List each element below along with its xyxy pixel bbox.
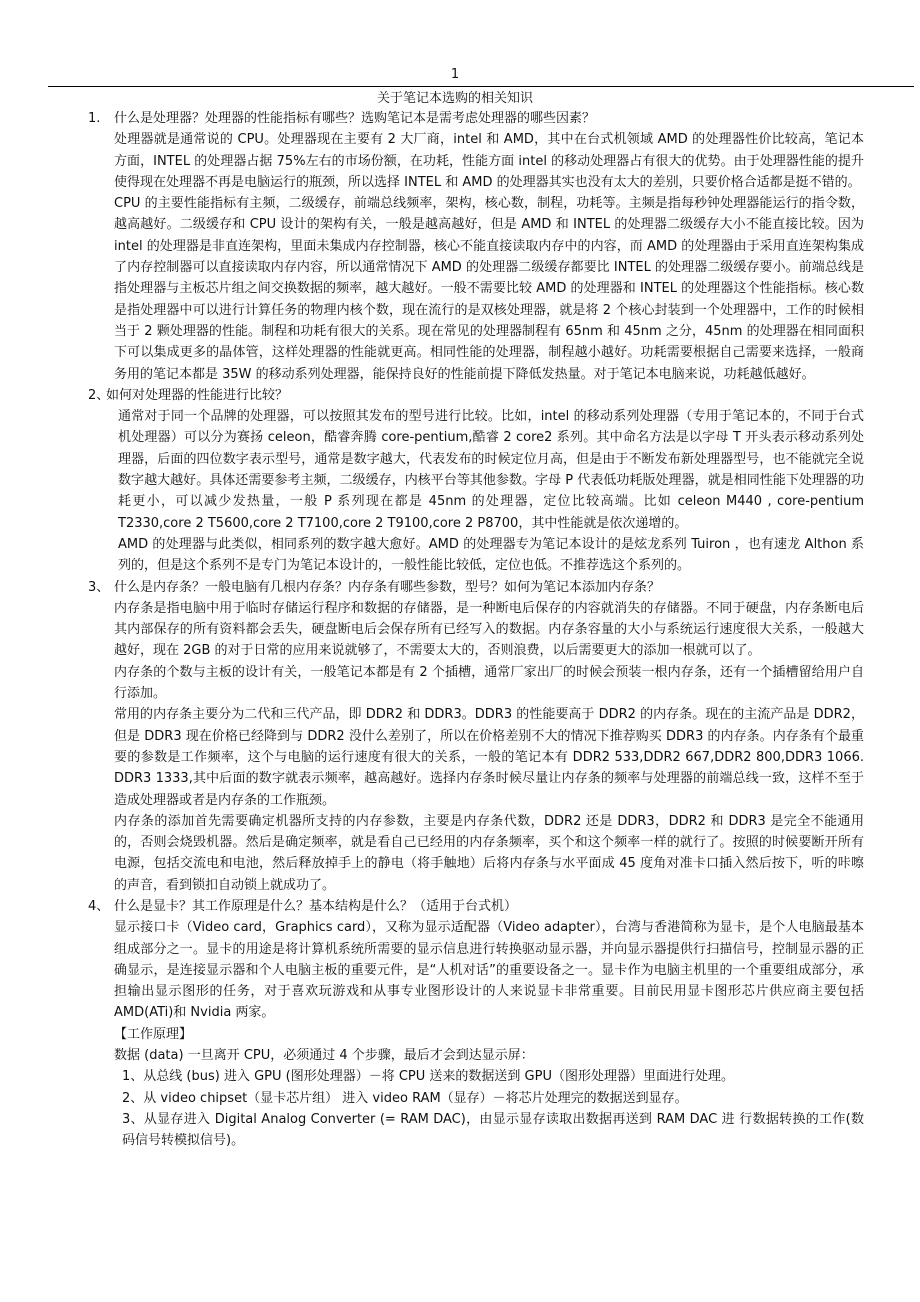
section-4-subheading: 【工作原理】 (114, 1026, 193, 1042)
section-number: 2、 (88, 387, 110, 403)
section-number: 3、 (88, 579, 110, 595)
document-title: 关于笔记本选购的相关知识 (376, 91, 533, 106)
step-item: 3、从显存进入 Digital Analog Converter (= RAM DAC)，由显示显存读取出数据再送到 RAM DAC 进 行数据转换的工作(数码信号转模拟信号)。 (122, 1111, 864, 1149)
section-1-paragraph: CPU 的主要性能指标有主频，二级缓存，前端总线频率，架构，核心数，制程，功耗等。主频是指每秒钟处理器能运行的指令数，越高越好。二级缓存和 CPU 设计的架构有关，一般是越高越好，但是 AMD 和 INTEL 的处理器二级缓存大小不能直接比较。因为 intel 的处理器是非直连架构，里面未集成内存控制器，核心不能直接读取内存中的内容，而 AMD 的处理器由于采用直连架构集成了内存控制器可以直接读取内存内容，所以通常情况下 AMD 的处理器二级缓存都要比 INTEL 的处理器二级缓存要小。前端总线是指处理器与主板芯片组之间交换数据的频率，越大越好。一般不需要比较 AMD 的处理器和 INTEL 的处理器这个性能指标。核心数是指处理器中可以进行计算任务的物理内核个数，现在流行的是双核处理器，就是将 2 个核心封装到一个处理器中，工作的时候相当于 2 颗处理器的性能。制程和功耗有很大的关系。现在常见的处理器制程有 65nm 和 45nm 之分，45nm 的处理器在相同面积下可以集成更多的晶体管，这样处理器的性能就更高。相同性能的处理器，制程越小越好。功耗需要根据自己需要来选择，一般商务用的笔记本都是 35W 的移动系列处理器，能保持良好的性能前提下降低发热量。对于笔记本电脑来说，功耗越低越好。 (114, 196, 864, 382)
section-2-paragraph: AMD 的处理器与此类似，相同系列的数字越大愈好。AMD 的处理器专为笔记本设计的是炫龙系列 Tuiron ，也有速龙 Althon 系列的，但是这个系列不是专门为笔记本设计的，一般性能比较低，定位也低。不推荐选这个系列的。 (118, 536, 864, 574)
section-number: 1. (88, 111, 101, 126)
section-1-paragraph: 处理器就是通常说的 CPU。处理器现在主要有 2 大厂商，intel 和 AMD，其中在台式机领域 AMD 的处理器性价比较高，笔记本方面，INTEL 的处理器占据 75%左右的市场份额，在功耗，性能方面 intel 的移动处理器占有很大的优势。由于处理器性能的提升使得现在处理器不再是电脑运行的瓶颈，所以选择 INTEL 和 AMD 的处理器其实也没有太大的差别，只要价格合适都是挺不错的。 (114, 132, 864, 190)
step-item: 2、从 video chipset（显卡芯片组） 进入 video RAM（显存）－将芯片处理完的数据送到显存。 (122, 1090, 688, 1106)
section-2-paragraph: 通常对于同一个品牌的处理器，可以按照其发布的型号进行比较。比如，intel 的移动系列处理器（专用于笔记本的，不同于台式机处理器）可以分为赛扬 celeon，酷睿奔腾 core-pentium,酷睿 2 core2 系列。其中命名方法是以字母 T 开头表示移动系列处理器，后面的四位数字表示型号，通常是数字越大，代表发布的时候定位月高，但是由于不断发布新处理器型号，也不能就完全说数字越大越好。具体还需要参考主频，二级缓存，内核平台等其他参数。字母 P 代表低功耗版处理器，就是相同性能下处理器的功耗更小，可以减少发热量，一般 P 系列现在都是 45nm 的处理器，定位比较高端。比如 celeon M440 , core-pentium T2330,core 2 T5600,core 2 T7100,core 2 T9100,core 2 P8700，其中性能就是依次递增的。 (118, 409, 864, 531)
section-2-heading (88, 385, 864, 406)
section-question: 什么是处理器？处理器的性能指标有哪些？选购笔记本是需考虑处理器的哪些因素？ (114, 111, 596, 126)
section-1-heading (88, 108, 864, 129)
section-4-paragraph: 数据 (data) 一旦离开 CPU，必须通过 4 个步骤，最后才会到达显示屏： (114, 1048, 534, 1064)
section-3-paragraph: 内存条的个数与主板的设计有关，一般笔记本都是有 2 个插槽，通常厂家出厂的时候会预装一根内存条，还有一个插槽留给用户自行添加。 (114, 664, 864, 702)
page-number: 1 (450, 67, 460, 82)
section-4-paragraph: 显示接口卡（Video card，Graphics card），又称为显示适配器（Video adapter），台湾与香港简称为显卡，是个人电脑最基本组成部分之一。显卡的用途是将计算机系统所需要的显示信息进行转换驱动显示器，并向显示器提供行扫描信号，控制显示器的正确显示，是连接显示器和个人电脑主板的重要元件，是“人机对话”的重要设备之一。显卡作为电脑主机里的一个重要组成部分，承担输出显示图形的任务，对于喜欢玩游戏和从事专业图形设计的人来说显卡非常重要。目前民用显卡图形芯片供应商主要包括 AMD(ATi)和 Nvidia 两家。 (114, 920, 864, 1021)
section-number: 4、 (88, 898, 110, 914)
section-3-heading (88, 577, 864, 598)
header-rule (48, 86, 914, 87)
section-question: 什么是显卡？其工作原理是什么？基本结构是什么？（适用于台式机） (114, 898, 518, 914)
section-4-heading (88, 896, 864, 917)
section-3-paragraph: 内存条的添加首先需要确定机器所支持的内存参数，主要是内存条代数，DDR2 还是 DDR3，DDR2 和 DDR3 是完全不能通用的，否则会烧毁机器。然后是确定频率，就是看自己已经用的内存条频率，买个和这个频率一样的就行了。按照的时候要断开所有电源，包括交流电和电池，然后释放掉手上的静电（将手触地）后将内存条与水平面成 45 度角对准卡口插入然后按下，听的咔嚓的声音，看到锁扣自动锁上就成功了。 (114, 813, 864, 893)
document-body (88, 108, 864, 1152)
section-question: 什么是内存条？一般电脑有几根内存条？内存条有哪些参数，型号？如何为笔记本添加内存条？ (114, 579, 661, 595)
step-item: 1、从总线 (bus) 进入 GPU (图形处理器）－将 CPU 送来的数据送到 GPU（图形处理器）里面进行处理。 (122, 1069, 734, 1085)
section-3-paragraph: 常用的内存条主要分为二代和三代产品，即 DDR2 和 DDR3。DDR3 的性能要高于 DDR2 的内存条。现在的主流产品是 DDR2，但是 DDR3 现在价格已经降到与 DDR2 没什么差别了，所以在价格差别不大的情况下推荐购买 DDR3 的内存条。内存条有个最重要的参数是工作频率，这个与电脑的运行速度有很大的关系，一般的笔记本有 DDR2 533,DDR2 667,DDR2 800,DDR3 1066. DDR3 1333,其中后面的数字就表示频率，越高越好。选择内存条时候尽量让内存条的频率与处理器的前端总线一致，这样不至于造成处理器或者是内存条的工作瓶颈。 (114, 707, 864, 808)
section-3-paragraph: 内存条是指电脑中用于临时存储运行程序和数据的存储器，是一种断电后保存的内容就消失的存储器。不同于硬盘，内存条断电后其内部保存的所有资料都会丢失，硬盘断电后会保存所有已经写入的数据。内存条容量的大小与系统运行速度很大关系，一般越大越好，现在 2GB 的对于日常的应用来说就够了，不需要太大的，否则浪费，以后需要更大的添加一根就可以了。 (114, 600, 864, 659)
section-question: 如何对处理器的性能进行比较？ (106, 387, 289, 403)
